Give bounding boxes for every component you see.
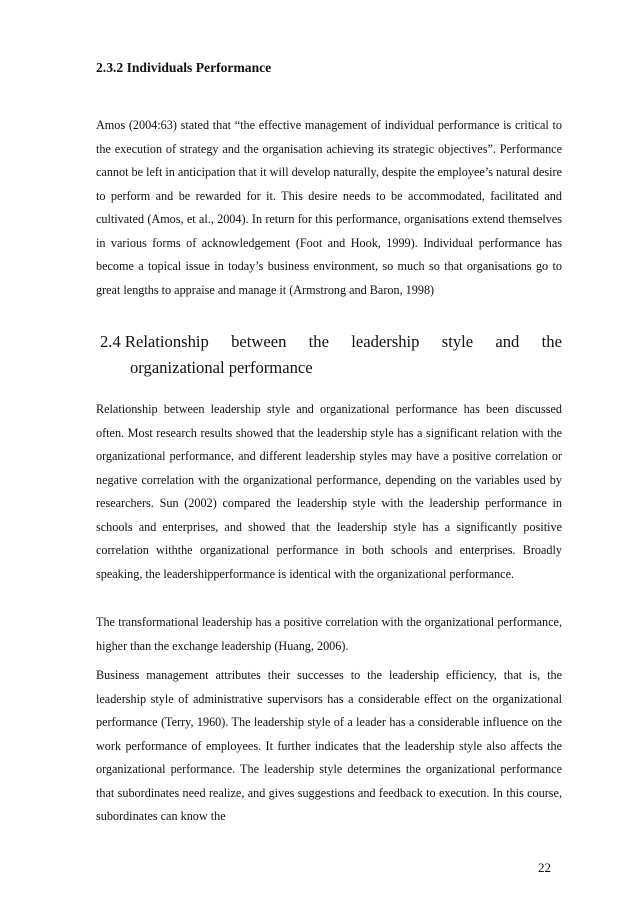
paragraph-relationship-3: Business management attributes their successes to the leadership efficiency, that is, the leadership style of administrative supervisors has a considerable effect on the organizational performance (Terry, 1960). The leadership style of a leader has a considerable influence on the work performance of employees. It further indicates that the leadership style also affects the organizational performance. The leadership style determines the organizational performance that subordinates need realize, and gives suggestions and feedback to execution. In this course, subordinates can know the [96, 668, 562, 823]
heading-word: 2.4 Relationship [100, 332, 209, 351]
paragraph-relationship-2: The transformational leadership has a positive correlation with the organizational performance, higher than the exchange leadership (Huang, 2006). [96, 615, 562, 653]
heading-word: style [441, 332, 474, 351]
heading-word: the [541, 332, 562, 351]
paragraph-individuals-performance: Amos (2004:63) stated that “the effective management of individual performance is critical to the execution of strategy and the organisation achieving its strategic objectives”. Performance cannot be left in anticipation that it will develop naturally, despite the employee’s natural desire to perform and be rewarded for it. This desire needs to be accommodated, facilitated and cultivated (Amos, et al., 2004). In return for this performance, organisations extend themselves in various forms of acknowledgement (Foot and Hook, 1999). Individual performance has become a topical issue in today’s business environment, so much so that organisations go to great lengths to appraise and manage it (Armstrong and Baron, 1998) [96, 118, 562, 297]
section-heading-line-1 [100, 329, 562, 355]
section-heading-individuals-performance: 2.3.2 Individuals Performance [96, 60, 272, 75]
page-number: 22 [538, 860, 551, 875]
heading-word: between [231, 332, 287, 351]
section-heading-line-2: organizational performance [130, 358, 313, 377]
heading-word: the [308, 332, 329, 351]
section-heading-relationship [100, 329, 562, 381]
heading-word: and [495, 332, 520, 351]
paragraph-relationship-1: Relationship between leadership style and organizational performance has been discussed often. Most research results showed that the leadership style has a significant relation with the organizational performance, and different leadership styles may have a positive correlation or negative correlation with the organizational performance, depending on the variables used by researchers. Sun (2002) compared the leadership style with the leadership performance in schools and enterprises, and showed that the leadership style has a significantly positive correlation withthe organizational performance in both schools and enterprises. Broadly speaking, the leadershipperformance is identical with the organizational performance. [96, 402, 562, 581]
heading-word: leadership [351, 332, 420, 351]
